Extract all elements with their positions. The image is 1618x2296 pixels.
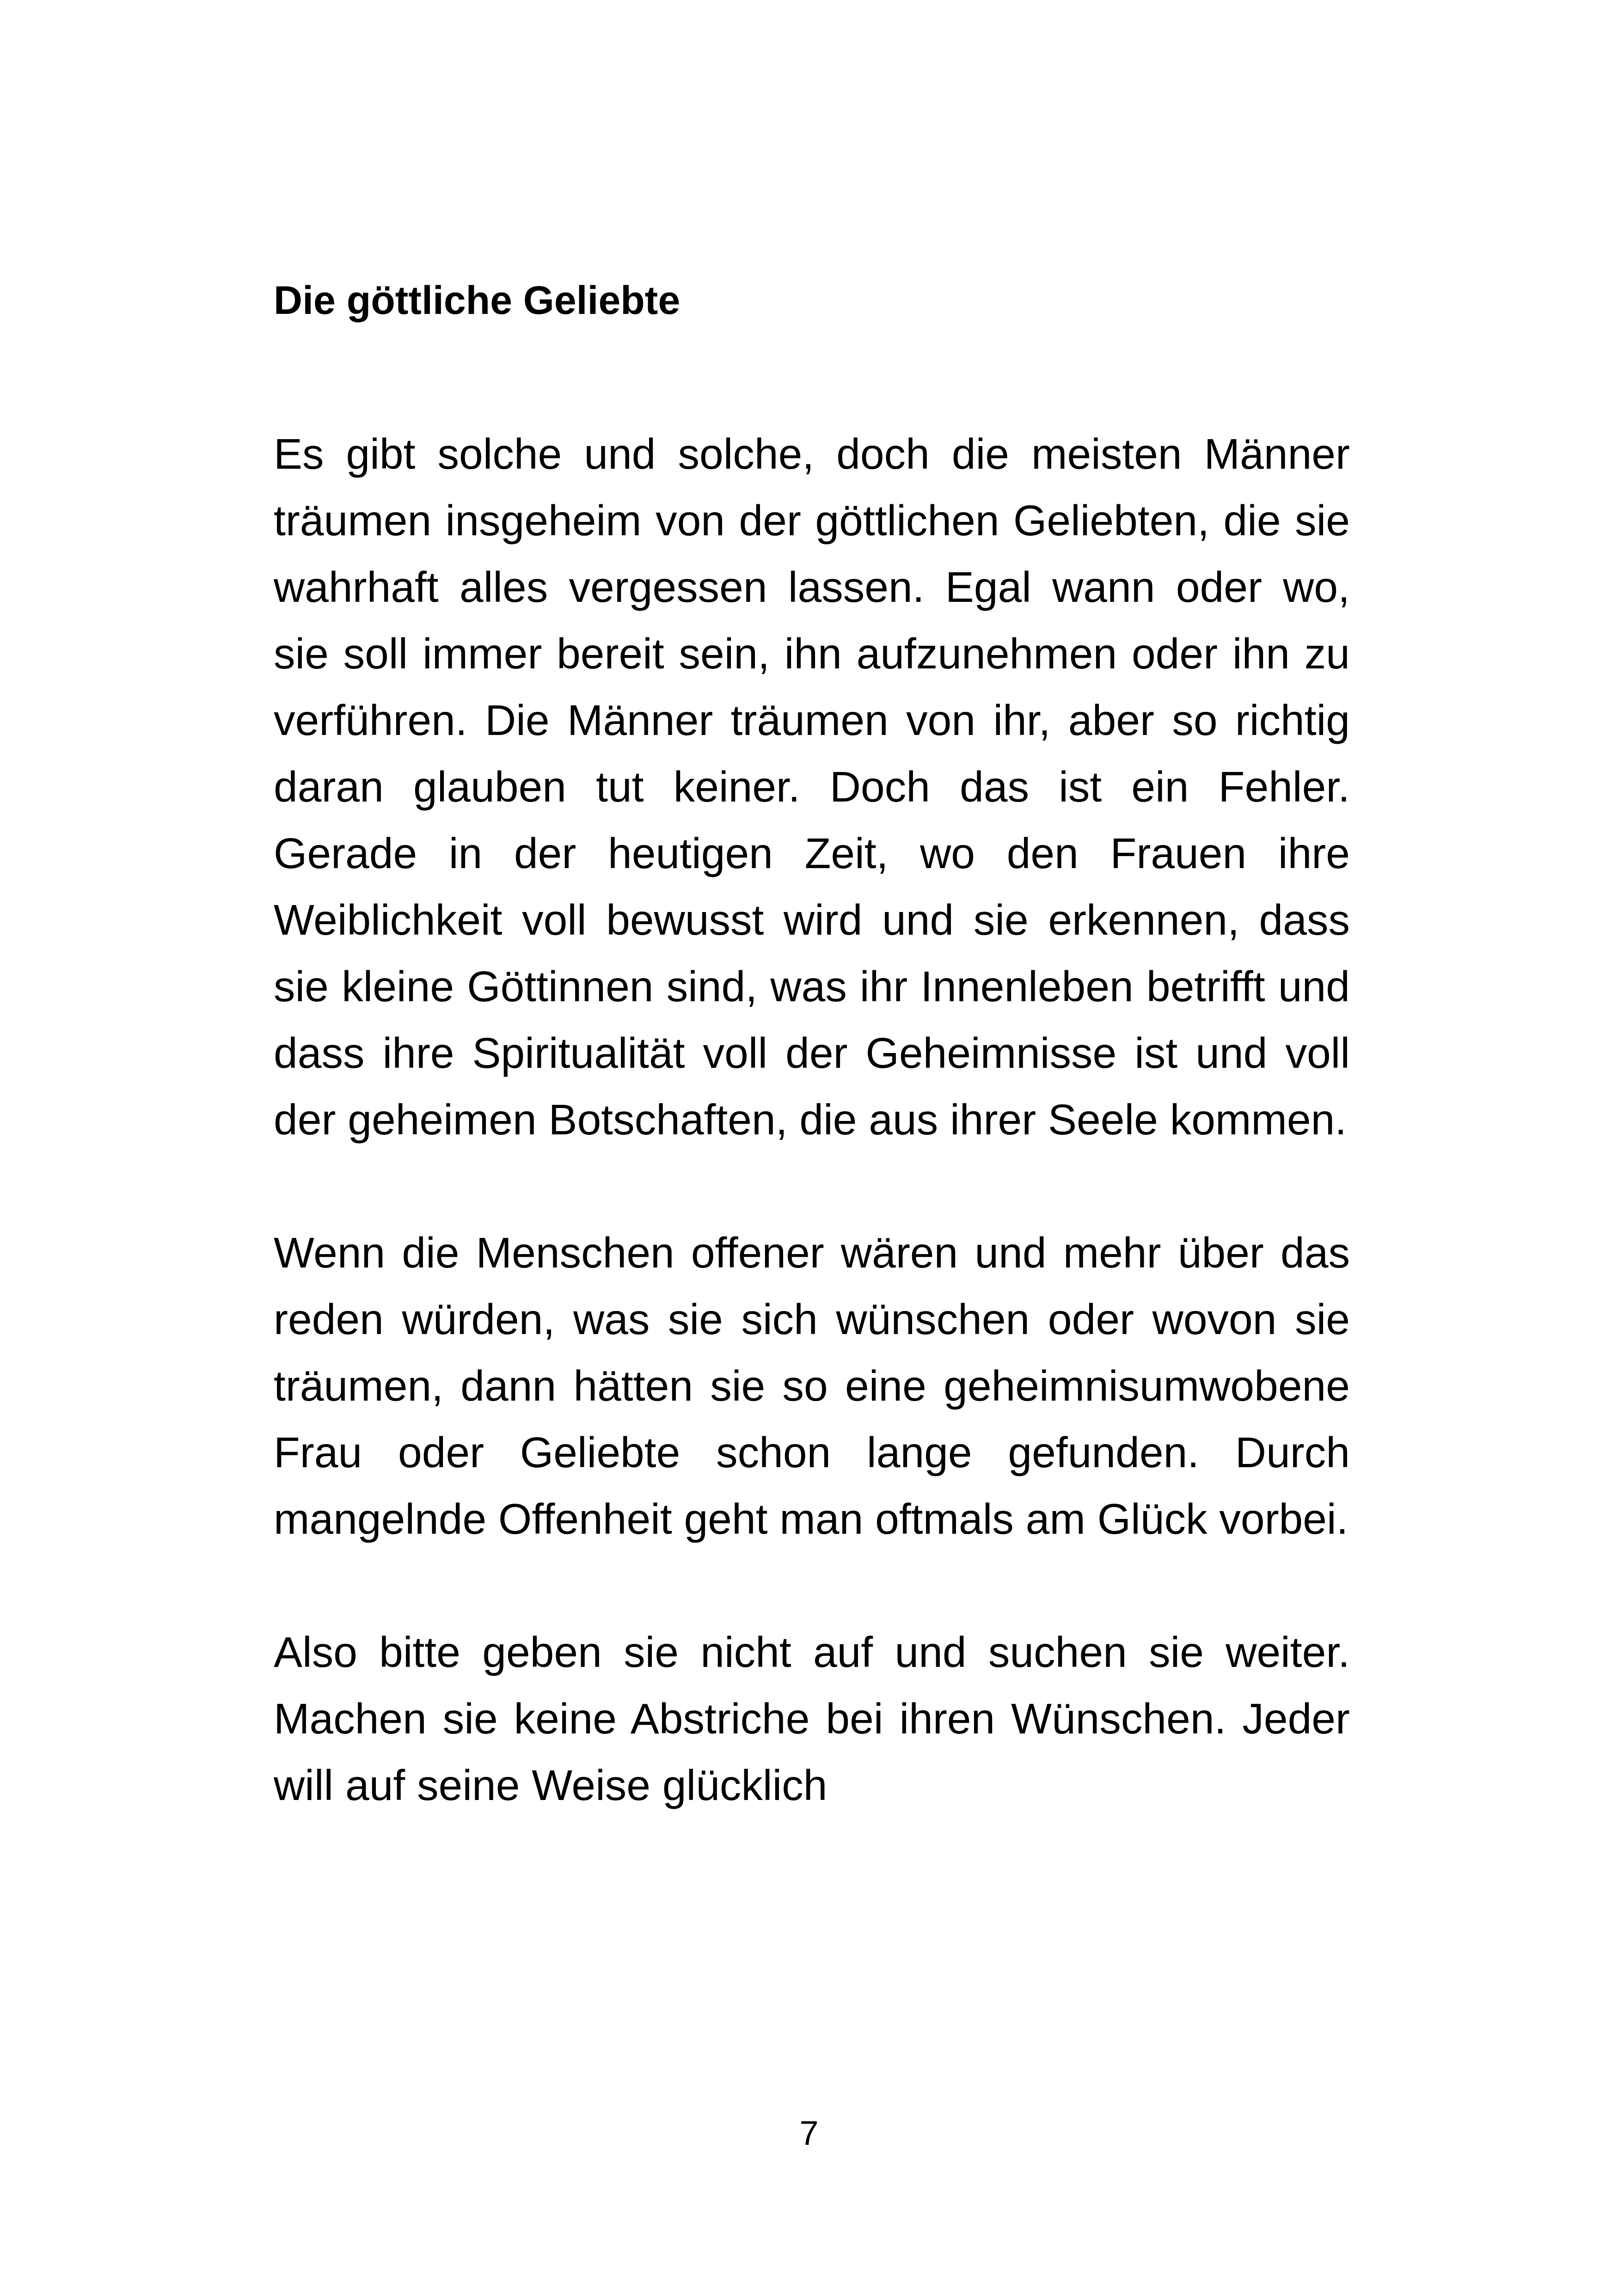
page-number: 7 — [799, 2114, 819, 2152]
paragraph-3: Also bitte geben sie nicht auf und suchen sie weiter. Machen sie keine Abstriche bei ihren Wünschen. Jeder will auf seine Weise glücklich — [274, 1628, 1350, 1809]
paragraph-2: Wenn die Menschen offener wären und mehr über das reden würden, was sie sich wünschen oder wovon sie träumen, dann hätten sie so eine geheimnisumwobene Frau oder Geliebte schon lange gefunden. Durch mangelnde Offenheit geht man oftmals am Glück vorbei. — [274, 1229, 1350, 1543]
chapter-title: Die göttliche Geliebte — [274, 278, 680, 323]
page-content — [274, 273, 1350, 1818]
paragraph-1: Es gibt solche und solche, doch die meisten Männer träumen insgeheim von der göttlichen Geliebten, die sie wahrhaft alles vergessen lassen. Egal wann oder wo, sie soll immer bereit sein, ihn aufzunehmen oder ihn zu verführen. Die Männer träumen von ihr, aber so richtig daran glauben tut keiner. Doch das ist ein Fehler. Gerade in der heutigen Zeit, wo den Frauen ihre Weiblichkeit voll bewusst wird und sie erkennen, dass sie kleine Göttinnen sind, was ihr Innenleben betrifft und dass ihre Spiritualität voll der Geheimnisse ist und voll der geheimen Botschaften, die aus ihrer Seele kommen. — [274, 430, 1350, 1144]
